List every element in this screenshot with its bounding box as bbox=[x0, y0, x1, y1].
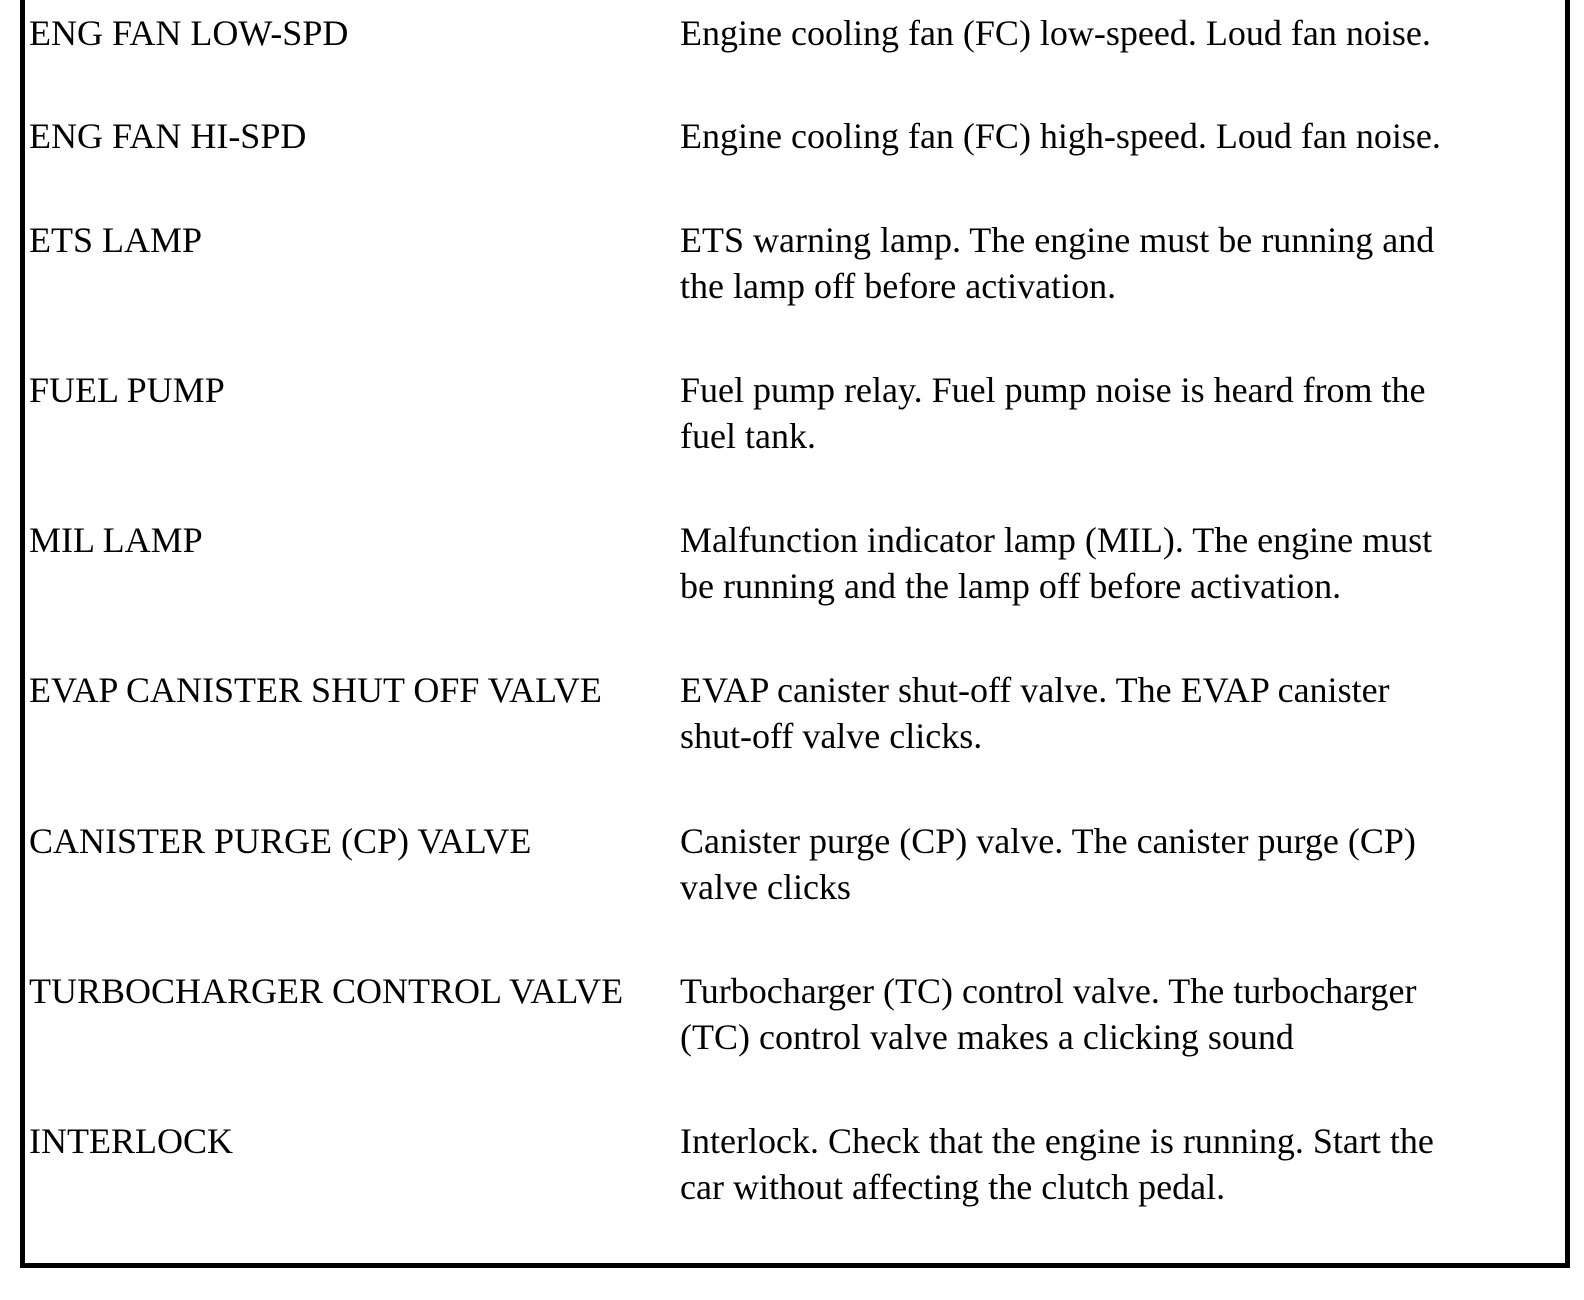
description-line: Malfunction indicator lamp (MIL). The engine must bbox=[680, 520, 1433, 560]
description-line: Fuel pump relay. Fuel pump noise is heard from the bbox=[680, 370, 1426, 410]
activation-description bbox=[680, 517, 1550, 609]
description-line: Engine cooling fan (FC) low-speed. Loud fan noise. bbox=[680, 13, 1431, 53]
activation-description bbox=[680, 367, 1550, 459]
description-line: Engine cooling fan (FC) high-speed. Loud fan noise. bbox=[680, 116, 1441, 156]
activation-description bbox=[680, 968, 1550, 1060]
description-line: Interlock. Check that the engine is running. Start the bbox=[680, 1121, 1434, 1161]
activation-name: INTERLOCK bbox=[29, 1121, 233, 1161]
description-line: ETS warning lamp. The engine must be running and bbox=[680, 220, 1435, 260]
activation-name: ENG FAN HI-SPD bbox=[29, 116, 307, 156]
activation-name: EVAP CANISTER SHUT OFF VALVE bbox=[29, 670, 602, 710]
activation-description bbox=[680, 113, 1550, 159]
description-line: (TC) control valve makes a clicking sound bbox=[680, 1017, 1294, 1057]
activation-description bbox=[680, 667, 1550, 759]
description-line: the lamp off before activation. bbox=[680, 266, 1117, 306]
activation-description bbox=[680, 818, 1550, 910]
description-line: car without affecting the clutch pedal. bbox=[680, 1167, 1226, 1207]
activation-name: ETS LAMP bbox=[29, 220, 203, 260]
description-line: be running and the lamp off before activation. bbox=[680, 566, 1342, 606]
description-line: fuel tank. bbox=[680, 416, 816, 456]
description-line: Turbocharger (TC) control valve. The turbocharger bbox=[680, 971, 1417, 1011]
activation-name: ENG FAN LOW-SPD bbox=[29, 13, 349, 53]
description-line: valve clicks bbox=[680, 867, 851, 907]
activation-name: FUEL PUMP bbox=[29, 370, 225, 410]
table-frame bbox=[20, 0, 1570, 1268]
activation-description bbox=[680, 10, 1550, 56]
description-line: shut-off valve clicks. bbox=[680, 716, 983, 756]
description-line: EVAP canister shut-off valve. The EVAP canister bbox=[680, 670, 1390, 710]
activation-name: CANISTER PURGE (CP) VALVE bbox=[29, 821, 532, 861]
activation-name: MIL LAMP bbox=[29, 520, 203, 560]
activation-description bbox=[680, 1118, 1550, 1210]
description-line: Canister purge (CP) valve. The canister purge (CP) bbox=[680, 821, 1416, 861]
activation-description bbox=[680, 217, 1550, 309]
activation-name: TURBOCHARGER CONTROL VALVE bbox=[29, 971, 624, 1011]
